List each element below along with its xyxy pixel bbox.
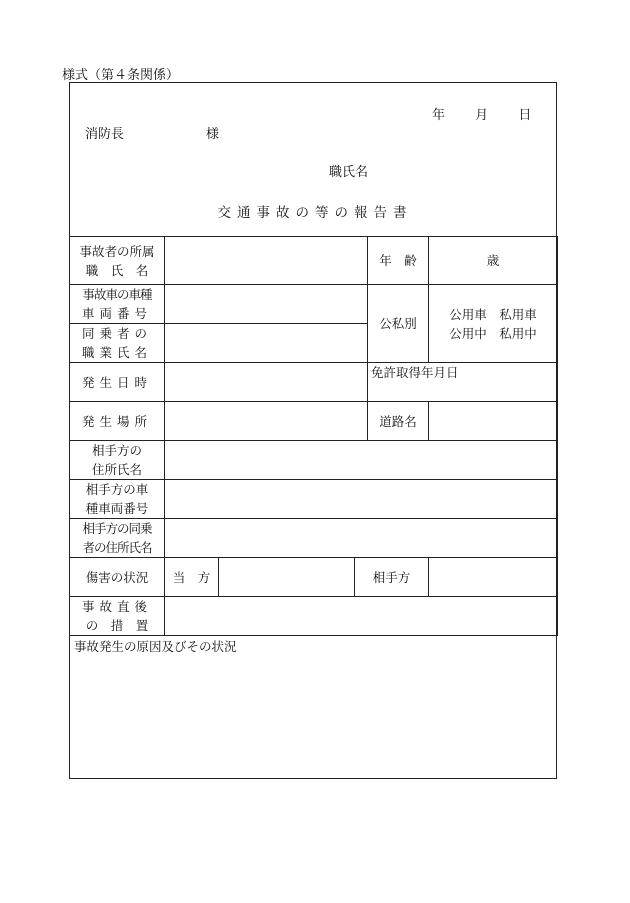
license-date-label: 免許取得年月日 <box>368 363 558 402</box>
datetime-label: 発生日時 <box>70 363 165 402</box>
addressee: 消防長 <box>85 127 125 142</box>
form-number: 様式（第４条関係） <box>62 68 180 83</box>
table-row <box>70 285 558 324</box>
day-label: 日 <box>518 108 532 123</box>
month-label: 月 <box>475 108 489 123</box>
report-table <box>69 236 558 636</box>
public-private-options: 公用車 私用車 公用中 私用中 <box>429 285 558 363</box>
own-side-label: 当 方 <box>165 558 219 597</box>
passenger-label: 同乗者の 職業氏名 <box>70 324 165 363</box>
injury-label: 傷害の状況 <box>70 558 165 597</box>
other-side-value[interactable] <box>429 558 558 597</box>
table-row <box>70 363 558 402</box>
measures-label: 事故直後 の 措 置 <box>70 597 165 636</box>
affiliation-value[interactable] <box>165 237 368 285</box>
road-name-value[interactable] <box>429 402 558 441</box>
other-party-label: 相手方の 住所氏名 <box>70 441 165 480</box>
table-row <box>70 480 558 519</box>
other-side-label: 相手方 <box>355 558 429 597</box>
table-row <box>70 519 558 558</box>
table-row <box>70 558 558 597</box>
road-name-label: 道路名 <box>368 402 429 441</box>
document-title: 交通事故の等の報告書 <box>217 205 413 221</box>
affiliation-label: 事故者の所属 職 氏 名 <box>70 237 165 285</box>
cause-label: 事故発生の原因及びその状況 <box>74 639 237 654</box>
vehicle-label: 事故車の車種 車両番号 <box>70 285 165 324</box>
vehicle-value[interactable] <box>165 285 368 324</box>
other-vehicle-value[interactable] <box>165 480 558 519</box>
other-passenger-label: 相手方の同乗 者の住所氏名 <box>70 519 165 558</box>
measures-value[interactable] <box>165 597 558 636</box>
other-vehicle-label: 相手方の車 種車両番号 <box>70 480 165 519</box>
table-row <box>70 402 558 441</box>
datetime-value[interactable] <box>165 363 368 402</box>
table-row <box>70 237 558 285</box>
other-passenger-value[interactable] <box>165 519 558 558</box>
date-line <box>432 104 557 123</box>
year-label: 年 <box>432 108 446 123</box>
place-value[interactable] <box>165 402 368 441</box>
age-label: 年 齢 <box>368 237 429 285</box>
cause-box[interactable] <box>69 634 557 779</box>
place-label: 発生場所 <box>70 402 165 441</box>
own-side-value[interactable] <box>219 558 355 597</box>
passenger-value[interactable] <box>165 324 368 363</box>
public-private-label: 公私別 <box>368 285 429 363</box>
table-row <box>70 441 558 480</box>
other-party-value[interactable] <box>165 441 558 480</box>
official-name-label: 職氏名 <box>329 165 369 180</box>
table-row <box>70 597 558 636</box>
honorific: 様 <box>206 127 220 142</box>
age-unit: 歳 <box>429 237 558 285</box>
